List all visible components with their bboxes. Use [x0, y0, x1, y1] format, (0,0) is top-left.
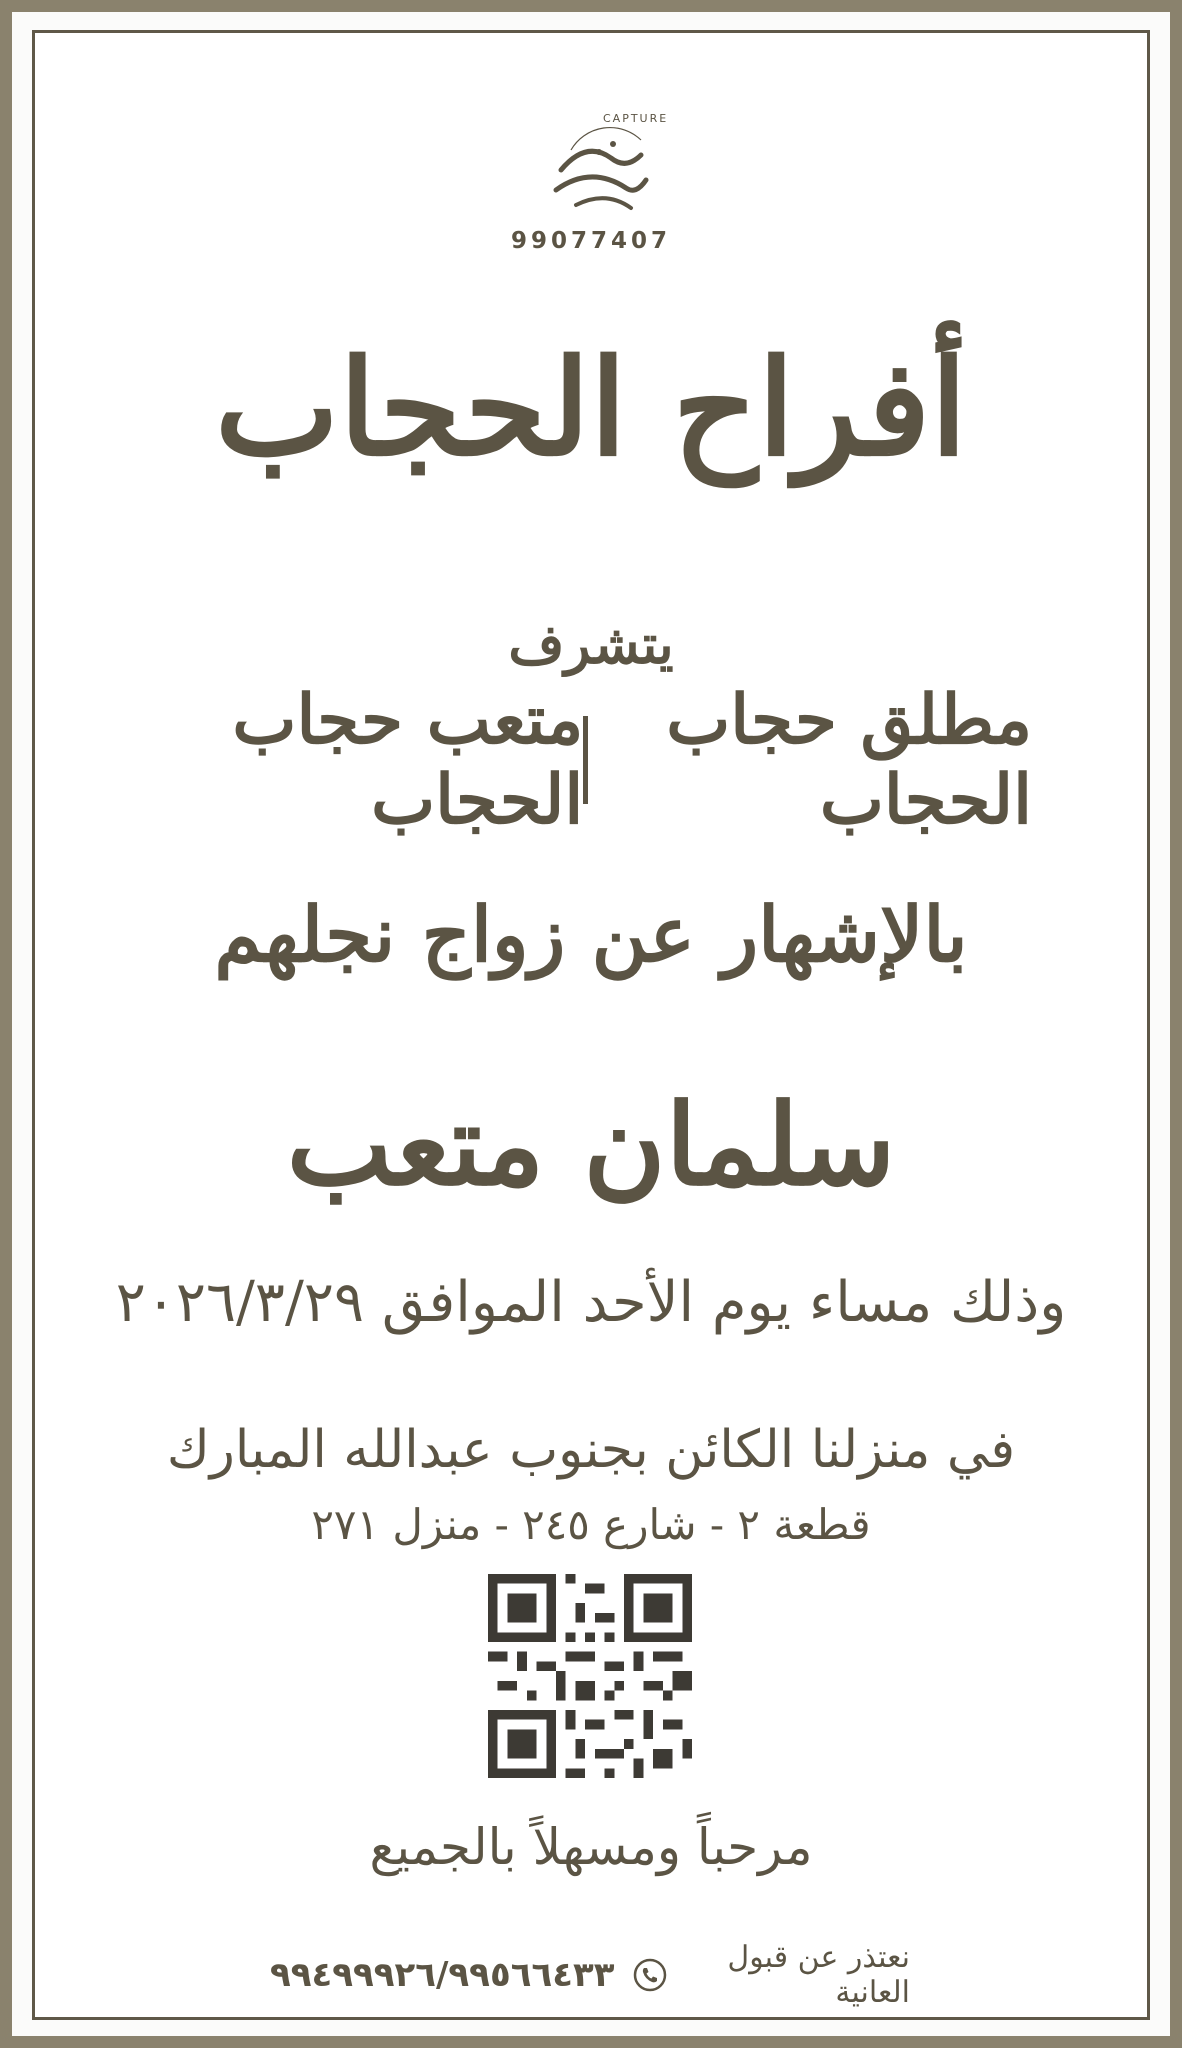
- phone-icon: [632, 1957, 668, 1993]
- page-title: أفراح الحجاب: [214, 331, 968, 486]
- event-date: وذلك مساء يوم الأحد الموافق ٢٠٢٦/٣/٢٩: [115, 1270, 1067, 1335]
- address-text: قطعة ٢ - شارع ٢٤٥ - منزل ٢٧١: [311, 1500, 871, 1549]
- venue-text: في منزلنا الكائن بجنوب عبدالله المبارك: [166, 1420, 1016, 1480]
- groom-name: سلمان متعب: [286, 1080, 896, 1211]
- apology-text: نعتذر عن قبول العانية: [727, 1940, 910, 2010]
- announcement-text: بالإشهار عن زواج نجلهم: [214, 890, 968, 979]
- footer-phone-numbers[interactable]: ٩٩٤٩٩٩٢٦/٩٩٥٦٦٤٣٣: [270, 1955, 615, 1995]
- honor-text: يتشرف: [508, 612, 674, 676]
- host-name: متعب حجاب الحجاب: [232, 680, 584, 840]
- hosts-row: [150, 680, 1032, 840]
- welcome-text: مرحباً ومسهلاً بالجميع: [369, 1818, 813, 1876]
- host-name: مطلق حجاب الحجاب: [666, 680, 1032, 840]
- logo-brand-text: CAPTURE: [603, 112, 669, 125]
- capture-calligraphy-logo: [531, 100, 669, 230]
- hosts-divider: [583, 716, 587, 804]
- logo-phone-number: 99077407: [510, 228, 672, 254]
- footer: [270, 1940, 910, 2010]
- qr-code-icon[interactable]: [488, 1573, 692, 1779]
